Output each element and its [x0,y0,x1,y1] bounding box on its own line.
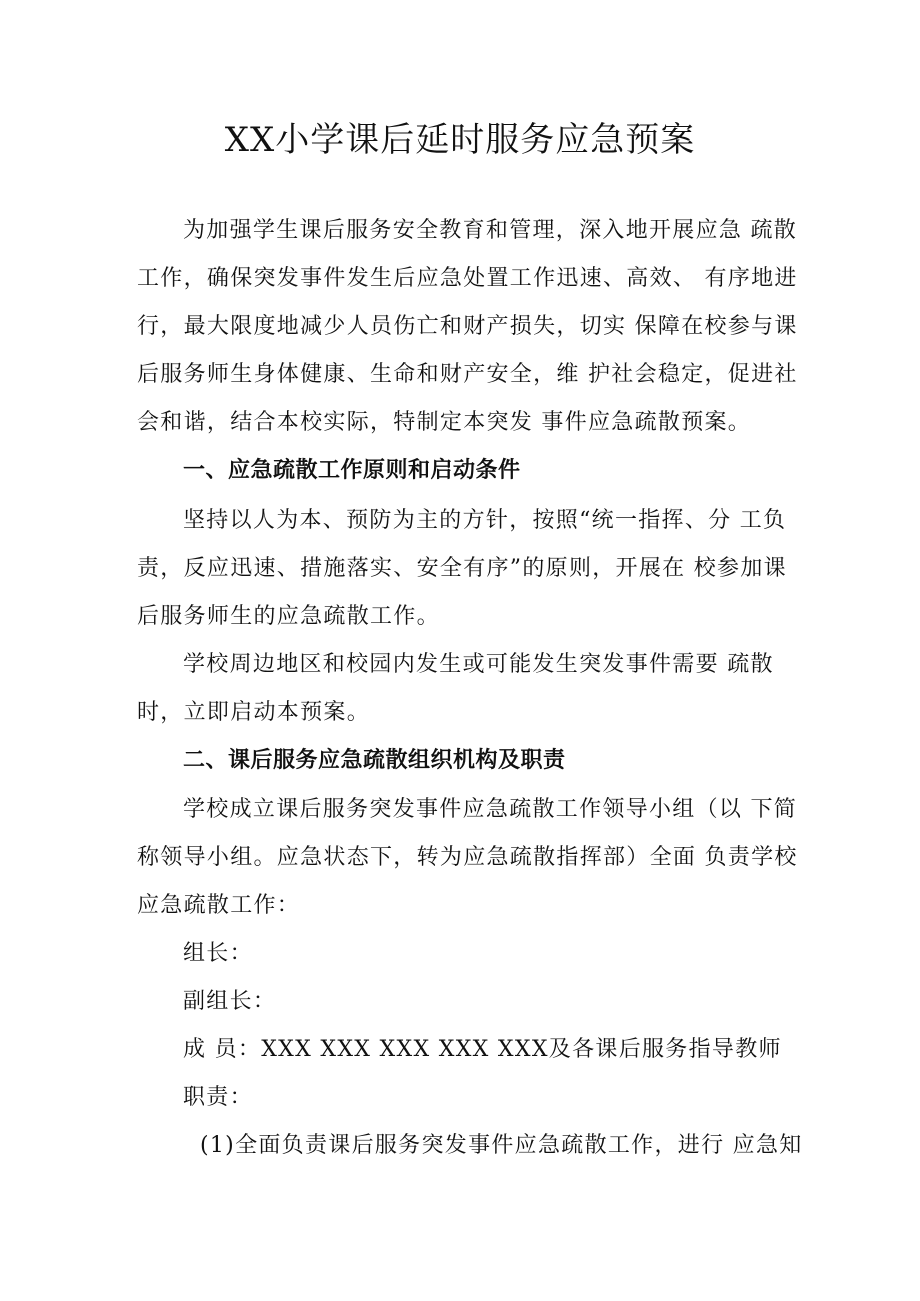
intro-line-1: 为加强学生课后服务安全教育和管理，深入地开展应急 疏散 [183,218,798,243]
deputy-leader-line: 副组长： [183,989,277,1014]
document-title: XX小学课后延时服务应急预案 [224,120,696,160]
leader-line: 组长： [183,941,253,966]
intro-line-2: 工作，确保突发事件发生后应急处置工作迅速、高效、 有序地进 [137,266,798,291]
section1-para1-line-3: 后服务师生的应急疏散工作。 [137,604,440,629]
intro-line-4: 后服务师生身体健康、生命和财产安全，维 护社会稳定，促进社 [137,362,798,387]
section2-para-line-3: 应急疏散工作： [137,893,301,918]
section2-para-line-2: 称领导小组。应急状态下，转为应急疏散指挥部）全面 负责学校 [137,845,798,870]
section1-para1-line-1: 坚持以人为本、预防为主的方针，按照“统一指挥、分 工负 [183,508,787,533]
section1-heading: 一、应急疏散工作原则和启动条件 [183,458,521,483]
section1-para2-line-2: 时，立即启动本预案。 [137,700,371,725]
members-line: 成 员：XXX XXX XXX XXX XXX及各课后服务指导教师 [183,1037,782,1062]
section1-para2-line-1: 学校周边地区和校园内发生或可能发生突发事件需要 疏散 [183,652,774,677]
duty-item-1: (1)全面负责课后服务突发事件应急疏散工作，进行 应急知 [200,1133,803,1158]
intro-line-5: 会和谐，结合本校实际，特制定本突发 事件应急疏散预案。 [137,410,752,435]
duties-label: 职责： [183,1085,253,1110]
section2-para-line-1: 学校成立课后服务突发事件应急疏散工作领导小组（以 下简 [183,797,798,822]
section2-heading: 二、课后服务应急疏散组织机构及职责 [183,748,566,773]
intro-line-3: 行，最大限度地减少人员伤亡和财产损失，切实 保障在校参与课 [137,314,798,339]
section1-para1-line-2: 责，反应迅速、措施落实、安全有序”的原则，开展在 校参加课 [137,556,787,581]
